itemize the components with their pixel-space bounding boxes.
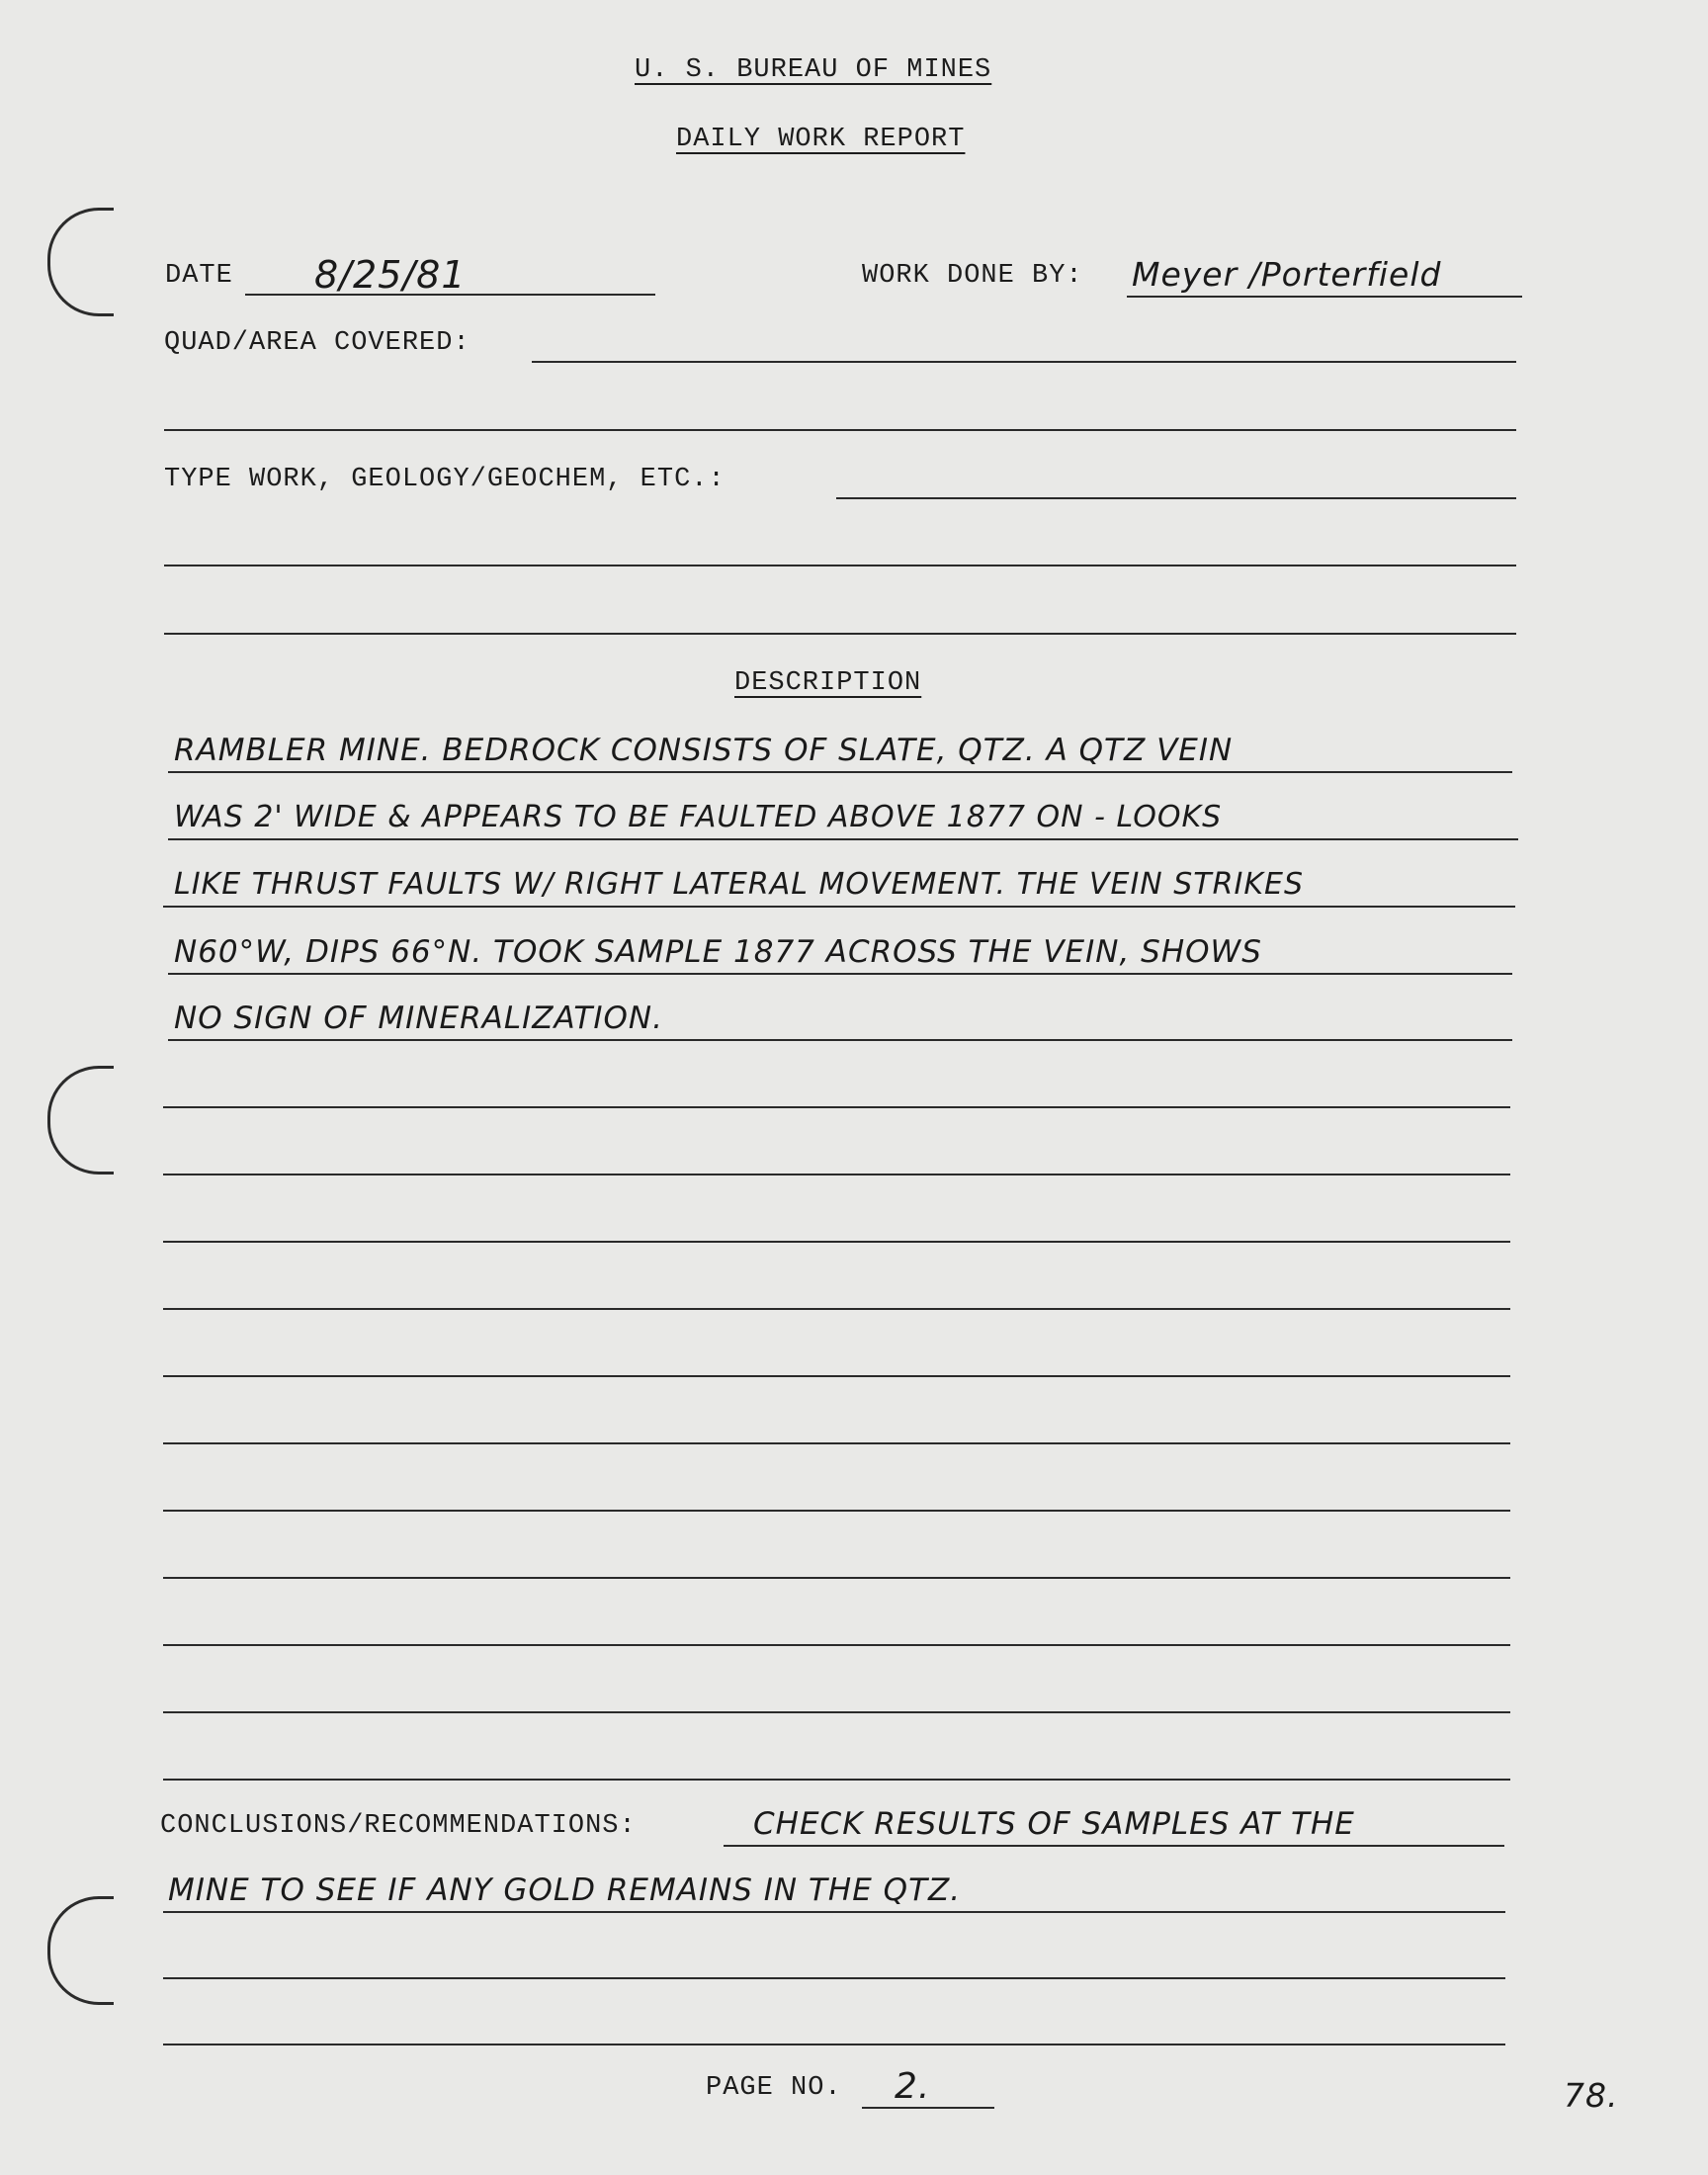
punch-hole-middle bbox=[47, 1066, 114, 1174]
punch-hole-top bbox=[47, 208, 114, 316]
description-rule bbox=[163, 1174, 1510, 1175]
type-work-rule-2 bbox=[164, 565, 1516, 566]
description-rule bbox=[163, 1375, 1510, 1377]
quad-area-rule bbox=[532, 361, 1516, 363]
description-line-3: LIKE THRUST FAULTS W/ RIGHT LATERAL MOVEMENT. THE VEIN STRIKES bbox=[174, 867, 1304, 902]
type-work-rule-3 bbox=[164, 633, 1516, 635]
conclusions-rule bbox=[163, 1911, 1505, 1913]
description-rule bbox=[168, 771, 1512, 773]
page-number-value: 2. bbox=[895, 2066, 931, 2107]
description-rule bbox=[163, 1644, 1510, 1646]
description-rule bbox=[163, 1510, 1510, 1512]
work-done-by-value: Meyer /Porterfield bbox=[1132, 255, 1442, 294]
description-line-2: WAS 2' WIDE & APPEARS TO BE FAULTED ABOVE 1877 ON - LOOKS bbox=[174, 800, 1223, 834]
conclusions-line-2: MINE TO SEE IF ANY GOLD REMAINS IN THE QTZ. bbox=[168, 1872, 962, 1908]
type-work-rule bbox=[836, 497, 1516, 499]
punch-hole-bottom bbox=[47, 1896, 114, 2005]
date-value: 8/25/81 bbox=[314, 253, 467, 297]
description-line-1: RAMBLER MINE. BEDROCK CONSISTS OF SLATE, QTZ. A QTZ VEIN bbox=[174, 733, 1234, 768]
description-rule bbox=[168, 1039, 1512, 1041]
conclusions-rule bbox=[724, 1845, 1504, 1847]
page-number-rule bbox=[862, 2107, 994, 2109]
description-rule bbox=[163, 1241, 1510, 1243]
description-rule bbox=[163, 1106, 1510, 1108]
description-rule bbox=[163, 1308, 1510, 1310]
work-done-by-label: WORK DONE BY: bbox=[862, 261, 1083, 291]
description-rule bbox=[168, 838, 1518, 840]
date-label: DATE bbox=[165, 261, 233, 291]
conclusions-rule bbox=[163, 1977, 1505, 1979]
description-rule bbox=[163, 1577, 1510, 1579]
page-number-label: PAGE NO. bbox=[706, 2073, 842, 2103]
description-rule bbox=[163, 1442, 1510, 1444]
description-rule bbox=[163, 1711, 1510, 1713]
conclusions-line-1: CHECK RESULTS OF SAMPLES AT THE bbox=[753, 1806, 1355, 1842]
description-line-5: NO SIGN OF MINERALIZATION. bbox=[174, 1000, 663, 1036]
conclusions-rule bbox=[163, 2044, 1505, 2045]
work-done-by-rule bbox=[1127, 296, 1522, 298]
quad-area-label: QUAD/AREA COVERED: bbox=[164, 328, 470, 358]
agency-title: U. S. BUREAU OF MINES bbox=[635, 55, 992, 85]
corner-mark: 78. bbox=[1564, 2076, 1619, 2115]
description-rule bbox=[168, 973, 1512, 975]
type-work-label: TYPE WORK, GEOLOGY/GEOCHEM, ETC.: bbox=[164, 465, 726, 494]
description-rule bbox=[163, 906, 1515, 908]
conclusions-label: CONCLUSIONS/RECOMMENDATIONS: bbox=[160, 1811, 637, 1841]
quad-area-rule-2 bbox=[164, 429, 1516, 431]
description-line-4: N60°W, DIPS 66°N. TOOK SAMPLE 1877 ACROSS THE VEIN, SHOWS bbox=[174, 934, 1262, 970]
description-heading: DESCRIPTION bbox=[734, 668, 922, 698]
report-title: DAILY WORK REPORT bbox=[676, 125, 966, 154]
description-rule bbox=[163, 1779, 1510, 1781]
